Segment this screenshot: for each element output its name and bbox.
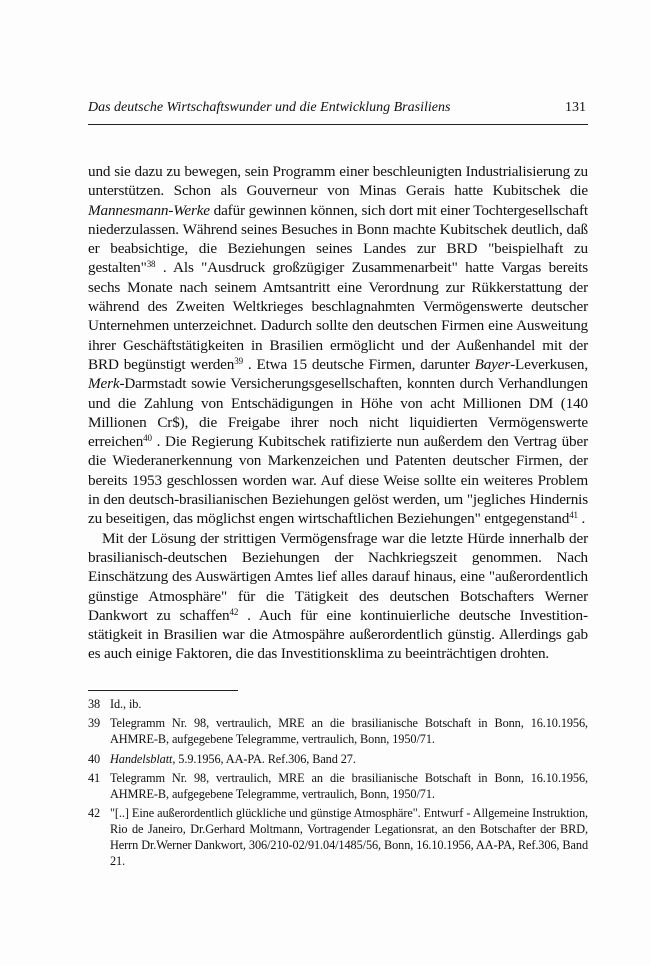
footnote-reference: 41 (569, 510, 578, 521)
text-run: Telegramm Nr. 98, vertraulich, MRE an die brasilianische Botschaft in Bonn, 16.10.1956, AHMRE-B, aufgegebene Telegramme, vertraulich, Bonn, 1950/71. (110, 770, 588, 801)
text-run: Mit der Lösung der strittigen Vermögensfrage war die letzte Hürde innerhalb der brasilianisch-deutschen Beziehungen der Nachkriegszeit genommen. Nach Einschätzung des Auswärtigen Amtes lief alles darauf hinaus, eine "außerordentlich günstige Atmosphäre" für die Tätigkeit des deutschen Botschafters Werner Dankwort zu schaffen (88, 529, 588, 624)
paragraph (88, 529, 588, 664)
footnote-reference: 39 (234, 355, 243, 366)
footnote (88, 696, 588, 712)
footnote-number: 41 (88, 770, 101, 785)
text-run: und sie dazu zu bewegen, sein Programm einer beschleunigten Industrialisierung zu unterstützen. Schon als Gouverneur von Minas Gerais hatte Kubitschek die (88, 163, 588, 200)
footnote (88, 805, 588, 869)
footnote-reference: 42 (229, 606, 239, 617)
text-run: . Etwa 15 deutsche Firmen, darunter (242, 355, 475, 373)
italic-text: Handelsblatt (110, 751, 173, 766)
footnotes (88, 696, 588, 872)
text-run: dafür gewinnen können, sich dort mit einer Tochtergesellschaft niederzulassen. Während seines Besuches in Bonn machte Kubitschek deutlich, daß er beabsichtige, die Beziehungen seines Landes zur BRD "beispielhaft zu gestalten" (88, 201, 588, 277)
footnote (88, 770, 588, 802)
footnote-number: 42 (88, 806, 101, 821)
footnote (88, 715, 588, 747)
body-text (88, 162, 588, 664)
text-run: . Auch für eine kontinuierliche deutsche Investitionstätigkeit in Brasilien war die Atmospähre außerordentlich günstig. Allerdings gab es auch einige Faktoren, die das Investitionsklima zu beeinträchtigen drohten. (88, 606, 588, 663)
header-rule (88, 124, 588, 125)
text-run: . Als "Ausdruck großzügiger Zusammenarbeit" hatte Vargas bereits sechs Monate nach seinem Amtsantritt eine Verordnung zur Rükkerstattung der während des Zweiten Weltkrieges beschlagnahmten Vermögenswerte deutscher Unternehmen unterzeichnet. Dadurch sollte den deutschen Firmen eine Ausweitung ihrer Geschäftstätigkeiten in Brasilien ermöglicht und der Außenhandel mit der BRD begünstigt werden (88, 259, 588, 373)
text-run: , 5.9.1956, AA-PA. Ref.306, Band 27. (172, 751, 356, 766)
text-run: -Leverkusen, (510, 355, 588, 373)
footnote-reference: 40 (143, 433, 152, 444)
text-run: Id., ib. (110, 697, 142, 711)
text-run: -Darmstadt sowie Versicherungsgesellschaften, konnten durch Verhandlungen und die Zahlung von Entschädigungen in Höhe von acht Millionen DM (140 Millionen Cr$), die Freigabe ihrer noch nicht liquidierten Vermögenswerte erreichen (88, 375, 588, 451)
text-run: . (577, 510, 586, 528)
footnote-number: 40 (88, 751, 101, 766)
footnote-reference: 38 (146, 259, 156, 270)
footnote-number: 39 (88, 716, 101, 731)
text-run: Telegramm Nr. 98, vertraulich, MRE an die brasilianische Botschaft in Bonn, 16.10.1956, AHMRE-B, aufgegebene Telegramme, vertraulich, Bonn, 1950/71. (110, 716, 588, 747)
italic-text: Bayer (474, 355, 511, 373)
italic-text: Mannesmann-Werke (88, 201, 210, 219)
footnote (88, 751, 588, 767)
running-header (88, 100, 588, 118)
text-run: . Die Regierung Kubitschek ratifizierte nun außerdem den Vertrag über die Wiederanerkennung von Markenzeichen und Patenten deutscher Firmen, der bereits 1953 geschlossen worden war. Auf diese Weise sollte ein weiteres Problem in den deutsch-brasilianischen Beziehungen gelöst werden, um "jegliches Hindernis zu beseitigen, das möglichst engen wirtschaftlichen Beziehungen" entgegenstand (88, 433, 588, 528)
footnote-number: 38 (88, 697, 101, 711)
running-title: Das deutsche Wirtschaftswunder und die Entwicklung Brasiliens (88, 100, 451, 115)
page-number: 131 (565, 100, 586, 115)
paragraph (88, 162, 588, 529)
text-run: "[..] Eine außerordentlich glückliche und günstige Atmosphäre". Entwurf - Allgemeine Instruktion, Rio de Janeiro, Dr.Gerhard Moltmann, Vortragender Legationsrat, an den Botschafter der BRD, Herrn Dr.Werner Dankwort, 306/210-02/91.04/1485/56, Bonn, 16.10.1956, AA-PA, Ref.306, Band 21. (110, 806, 588, 869)
footnote-separator (88, 690, 238, 691)
italic-text: Merk (88, 375, 120, 393)
